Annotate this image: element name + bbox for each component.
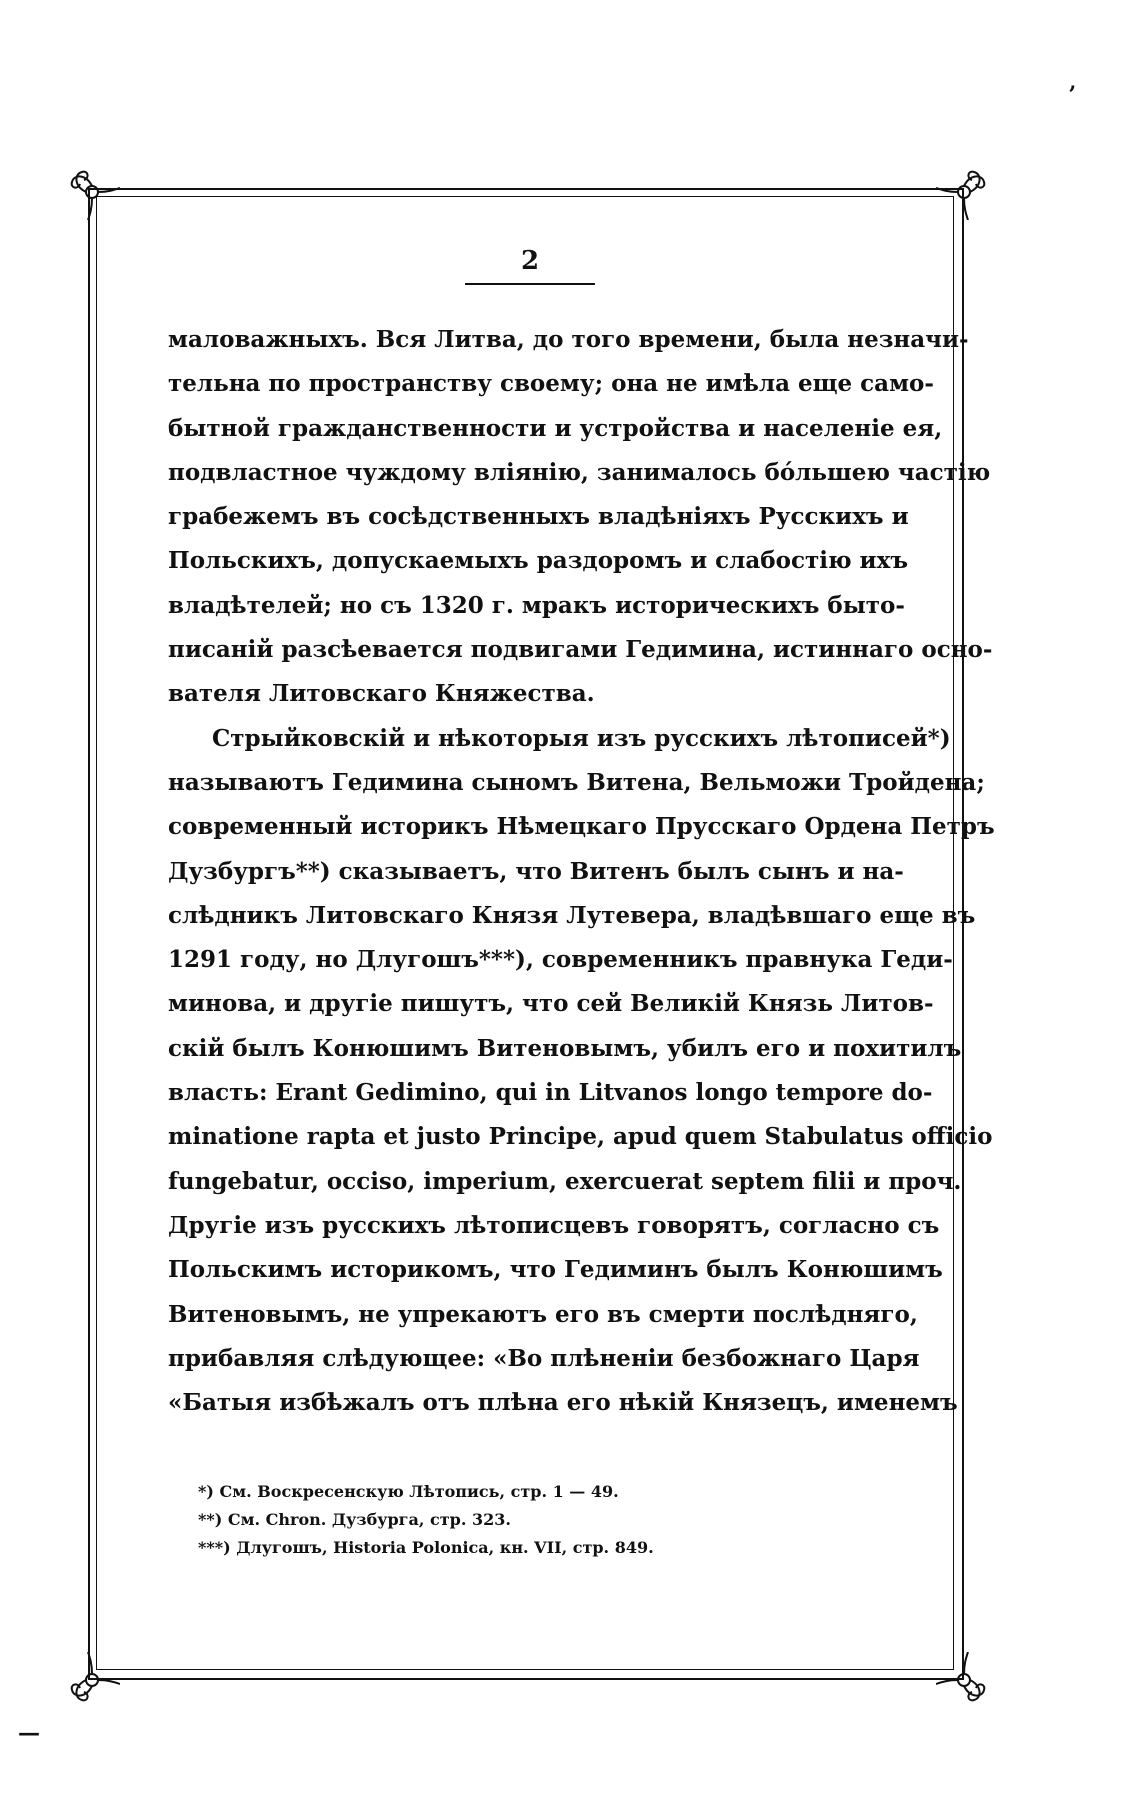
text-line: маловажныхъ. Вся Литва, до того времени, была незначи- — [168, 326, 969, 353]
corner-ornament-icon — [64, 164, 120, 220]
text-line: fungebatur, occiso, imperium, exercuerat septem filii и проч. — [168, 1167, 962, 1195]
text-line: грабежемъ въ сосѣдственныхъ владѣніяхъ Русскихъ и — [168, 503, 909, 531]
text-line: называютъ Гедимина сыномъ Витена, Вельможи Тройдена; — [168, 768, 985, 796]
text-line: скій былъ Конюшимъ Витеновымъ, убилъ его и похитилъ — [168, 1034, 962, 1062]
text-line: minatione rapta et justo Principe, apud quem Stabulatus officio — [168, 1123, 993, 1151]
stray-mark: — — [18, 1720, 40, 1746]
text-line: современный историкъ Нѣмецкаго Прусскаго Ордена Петръ — [168, 813, 995, 841]
footnotes — [198, 1478, 798, 1562]
footnote: *) См. Воскресенскую Лѣтопись, стр. 1 — 49. — [198, 1482, 619, 1501]
text-line: тельна по пространству своему; она не имѣла еще само- — [168, 370, 934, 398]
body-text — [168, 318, 995, 1425]
footnote: **) См. Chron. Дузбурга, стр. 323. — [198, 1510, 511, 1529]
text-line: прибавляя слѣдующее: «Во плѣненіи безбожнаго Царя — [168, 1344, 920, 1372]
text-line: минова, и другіе пишутъ, что сей Великій Князь Литов- — [168, 990, 934, 1018]
text-line: Другіе изъ русскихъ лѣтописцевъ говорятъ, согласно съ — [168, 1211, 940, 1239]
text-line: власть: Erant Gedimino, qui in Litvanos longo tempore do- — [168, 1079, 933, 1107]
text-line: писаній разсѣевается подвигами Гедимина, истиннаго осно- — [168, 636, 993, 664]
footnote: ***) Длугошъ, Historia Polonica, кн. VII, стр. 849. — [198, 1538, 654, 1557]
page-number: 2 — [520, 246, 540, 276]
text-line: «Батыя избѣжалъ отъ плѣна его нѣкій Князецъ, именемъ — [168, 1389, 958, 1417]
text-line: Польскихъ, допускаемыхъ раздоромъ и слабостію ихъ — [168, 547, 908, 575]
stray-mark: ʼ — [1068, 82, 1076, 108]
text-line: вателя Литовскаго Княжества. — [168, 680, 595, 708]
text-line: Витеновымъ, не упрекаютъ его въ смерти послѣдняго, — [168, 1300, 918, 1328]
text-line: бытной гражданственности и устройства и населеніе ея, — [168, 414, 943, 442]
text-line: слѣдникъ Литовскаго Князя Лутевера, владѣвшаго еще въ — [168, 901, 976, 929]
text-line: Польскимъ историкомъ, что Гедиминъ былъ Конюшимъ — [168, 1256, 943, 1284]
corner-ornament-icon — [936, 1652, 992, 1708]
text-line: подвластное чуждому вліянію, занималось бóльшею частію — [168, 458, 991, 486]
header-rule — [465, 283, 595, 285]
corner-ornament-icon — [64, 1652, 120, 1708]
text-line: Дузбургъ**) сказываетъ, что Витенъ былъ сынъ и на- — [168, 857, 904, 885]
corner-ornament-icon — [936, 164, 992, 220]
text-line: владѣтелей; но съ 1320 г. мракъ историческихъ быто- — [168, 591, 905, 619]
text-line: Стрыйковскій и нѣкоторыя изъ русскихъ лѣтописей*) — [212, 724, 951, 752]
text-line: 1291 году, но Длугошъ***), современникъ правнука Геди- — [168, 946, 953, 974]
